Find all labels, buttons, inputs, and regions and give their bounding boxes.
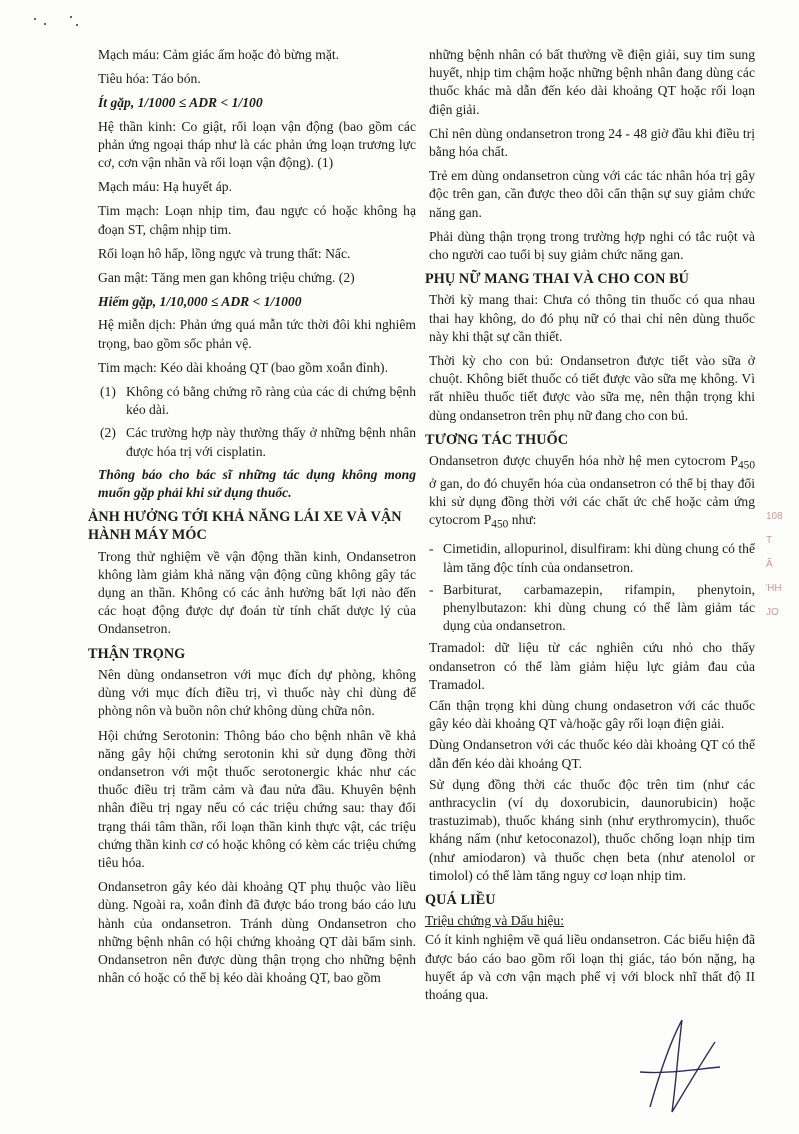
hypotension-effect: Mạch máu: Hạ huyết áp. [98,179,233,195]
caution-duration: Chỉ nên dùng ondansetron trong 24 - 48 giờ đầu khi điều trị bằng hóa chất. [429,125,755,160]
interaction-tramadol: Tramadol: dữ liệu từ các nghiên cứu nhỏ cho thấy ondansetron có thể làm giảm hiệu lực giảm đau của Tramadol. [429,640,755,692]
notice-doctor: Thông báo cho bác sĩ những tác dụng không mong muốn gặp phải khi sử dụng thuốc. [98,466,416,501]
cardiac-effect: Tim mạch: Loạn nhịp tim, đau ngực có hoặc không hạ đoạn ST, chậm nhịp tim. [98,203,416,237]
nervous-effect: Hệ thần kinh: Co giật, rối loạn vận động (bao gồm các phản ứng ngoại tháp như là các phản ứng loạn trương lực cơ, cơn vận nhãn và rối loạn vận động). (1) [98,118,416,171]
footnote-2-text: Các trường hợp này thường thấy ở những bệnh nhân được hóa trị với cisplatin. [126,425,416,459]
caution-qt-continued: những bệnh nhân có bất thường về điện giải, suy tim sung huyết, nhịp tim chậm hoặc những bệnh nhân đang dùng các thuốc khác mà dẫn đến kéo dài khoảng QT hoặc rối loạn điện giải. [429,47,755,117]
footnote-1 [98,383,416,419]
heading-overdose: QUÁ LIỀU [425,891,496,908]
caution-children: Trẻ em dùng ondansetron cùng với các tác nhân hóa trị gây độc trên gan, cần được theo dõi cẩn thận sự suy giảm chức năng gan. [429,168,755,220]
interaction-intro: Ondansetron được chuyển hóa nhờ hệ men cytocrom $P_{450}$ ở gan, do đó chuyển hóa của ondansetron có thể bị thay đổi khi sử dụng đồng thời với các chất ức chế hoặc cảm ứng cytocrom $P_{450}$ như: [429,453,755,532]
caution-qt: Ondansetron gây kéo dài khoảng QT phụ thuộc vào liều dùng. Ngoài ra, xoắn đỉnh đã được báo trong báo cáo lưu hành của ondansetron. Tránh dùng Ondansetron cho những bệnh nhân có hội chứng khoảng QT dài bẩm sinh. Ondansetron nên được dùng thận trọng cho những bệnh nhân có hoặc có thể bị kéo dài khoảng QT, bao gồm [98,879,416,986]
immune-effect: Hệ miễn dịch: Phản ứng quá mẫn tức thời đôi khi nghiêm trọng, bao gồm sốc phản vệ. [98,317,416,351]
heading-uncommon: Ít gặp, 1/1000 ≤ ADR < 1/100 [98,95,263,111]
heading-interactions: TƯƠNG TÁC THUỐC [425,431,569,448]
heading-rare: Hiếm gặp, 1/10,000 ≤ ADR < 1/1000 [98,294,302,310]
overdose-subheading: Triệu chứng và Dấu hiệu: [425,913,565,929]
qt-effect: Tim mạch: Kéo dài khoảng QT (bao gồm xoắn đỉnh). [98,359,388,375]
interaction-qt-drugs: Dùng Ondansetron với các thuốc kéo dài khoảng QT có thể dẫn đến kéo dài khoảng QT. [429,737,755,771]
left-column [88,46,416,993]
driving-text: Trong thử nghiệm về vận động thần kinh, Ondansetron không làm giảm khả năng vận động cũng không gây tác dụng an thần. Không có các ảnh hưởng bất lợi nào đến các hoạt động được dự đoán từ tính chất dược lý của Ondansetron. [98,548,416,637]
footnote-2 [98,424,416,460]
heading-caution: THẬN TRỌNG [88,645,186,662]
respiratory-effect: Rối loạn hô hấp, lồng ngực và trung thất: Nấc. [98,245,351,261]
heading-driving: ẢNH HƯỞNG TỚI KHẢ NĂNG LÁI XE VÀ VẬN HÀNH MÁY MÓC [88,509,402,544]
right-column [425,46,755,1010]
scan-specks [30,14,90,30]
footnote-2-number: (2) [100,425,116,441]
caution-elderly: Phải dùng thận trọng trong trường hợp nghi có tắc ruột và cho người cao tuổi bị suy giảm chức năng gan. [429,228,755,263]
handwritten-signature [620,1012,730,1122]
caution-serotonin: Hội chứng Serotonin: Thông báo cho bệnh nhân về khả năng gây hội chứng serotonin khi sử dụng đồng thời ondansetron với một thuốc serotonergic khác như các thuốc điều trị trầm cảm và đau nửa đầu. Khuyên bệnh nhân điều trị ngay nếu có các triệu chứng sau: thay đổi trạng thái tâm thần, rối loạn thần kinh thực vật, các triệu chứng thần kinh cơ có hoặc không có kèm các triệu chứng tiêu hóa. [98,727,416,870]
interaction-item-1: - Cimetidin, allopurinol, disulfiram: khi dùng chung có thể làm tăng độc tính của ondansetron. [429,541,755,575]
digestive-effect: Tiêu hóa: Táo bón. [98,71,201,87]
vascular-effect: Mạch máu: Cảm giác ấm hoặc đỏ bừng mặt. [98,47,340,62]
interaction-cardiotoxic: Sử dụng đồng thời các thuốc độc trên tim (như các anthracyclin (ví dụ doxorubicin, daunorubicin) hoặc trastuzimab), thuốc kháng sinh (như erythromycin), thuốc kháng nấm (như ketoconazol), thuốc chống loạn nhịp tim (như amiodaron) và thuốc chẹn beta (như atenolol or timolol) có thể làm tăng nguy cơ loạn nhịp tim. [429,776,755,883]
liver-effect: Gan mật: Tăng men gan không triệu chứng. (2) [98,270,355,286]
interaction-qt-caution: Cẩn thận trọng khi dùng chung ondasetron với các thuốc gây kéo dài khoảng QT và/hoặc gây rối loạn điện giải. [429,697,755,732]
lactation-text: Thời kỳ cho con bú: Ondansetron được tiết vào sữa ở chuột. Không biết thuốc có tiết được vào sữa mẹ không. Vì rất nhiều thuốc tiết được vào sữa mẹ, nên thận trọng khi dùng ondansetron trên phụ nữ đang cho con bú. [429,353,755,423]
caution-1: Nên dùng ondansetron với mục đích dự phòng, không dùng với mục đích điều trị, vì thuốc này chỉ dùng để phòng nôn và buồn nôn chứ không dùng chữa nôn. [98,666,416,719]
interaction-item-2: - Barbiturat, carbamazepin, rifampin, phenytoin, phenylbutazon: khi dùng chung có thể làm giảm tác dụng của ondansetron. [429,581,755,634]
overdose-text: Có ít kinh nghiệm về quá liều ondansetron. Các biểu hiện đã được báo cáo bao gồm rối loạn thị giác, táo bón nặng, hạ huyết áp và cơn vận mạch phế vị với block nhĩ thất độ II thoáng qua. [425,932,755,1002]
red-stamp-fragment: 108 T Ã ΉΗ JO [766,511,783,618]
footnote-1-number: (1) [100,384,116,400]
heading-pregnancy: PHỤ NỮ MANG THAI VÀ CHO CON BÚ [425,271,690,288]
pregnancy-text: Thời kỳ mang thai: Chưa có thông tin thuốc có qua nhau thai hay không, do đó phụ nữ có thai chỉ nên dùng thuốc này khi thật sự cần thiết. [429,292,755,344]
footnote-1-text: Không có bằng chứng rõ ràng của các di chứng bệnh kéo dài. [126,384,416,418]
